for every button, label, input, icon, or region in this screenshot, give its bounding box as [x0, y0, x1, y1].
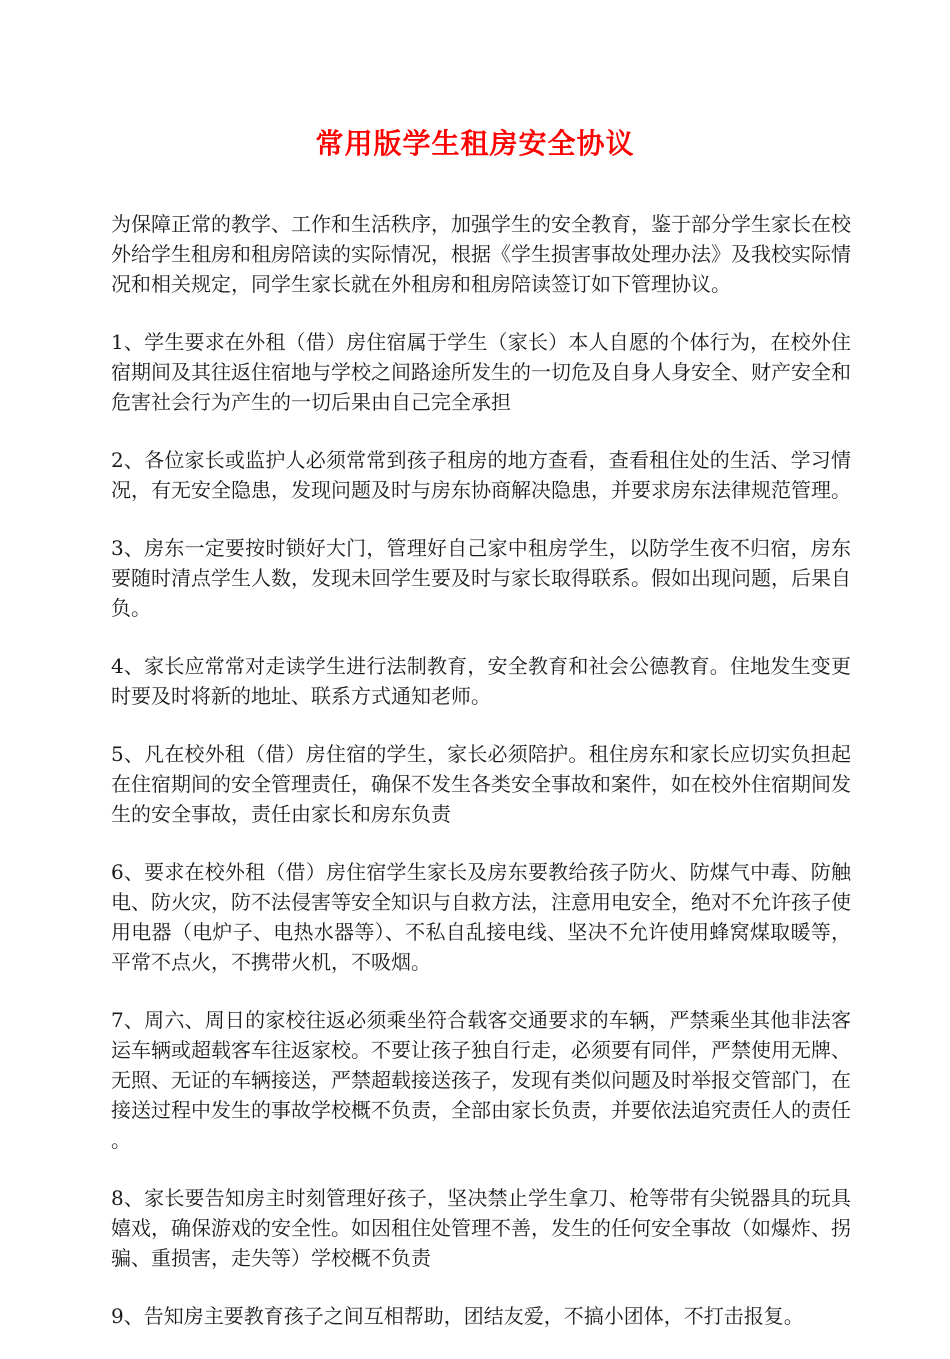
- clause-2: 2、各位家长或监护人必须常常到孩子租房的地方查看，查看租住处的生活、学习情况，有无安全隐患，发现问题及时与房东协商解决隐患，并要求房东法律规范管理。: [111, 448, 851, 502]
- clause-7: 7、周六、周日的家校往返必须乘坐符合载客交通要求的车辆，严禁乘坐其他非法客运车辆或超载客车往返家校。不要让孩子独自行走，必须要有同伴，严禁使用无牌、无照、无证的车辆接送，严禁超载接送孩子，发现有类似问题及时举报交管部门，在接送过程中发生的事故学校概不负责，全部由家长负责，并要依法追究责任人的责任。: [111, 1008, 851, 1152]
- document-body: [111, 209, 851, 1359]
- document-title: 常用版学生租房安全协议: [315, 127, 635, 160]
- intro-paragraph: 为保障正常的教学、工作和生活秩序，加强学生的安全教育，鉴于部分学生家长在校外给学生租房和租房陪读的实际情况，根据《学生损害事故处理办法》及我校实际情况和相关规定，同学生家长就在外租房和租房陪读签订如下管理协议。: [111, 212, 851, 296]
- clause-3: 3、房东一定要按时锁好大门，管理好自己家中租房学生，以防学生夜不归宿，房东要随时清点学生人数，发现未回学生要及时与家长取得联系。假如出现问题，后果自负。: [111, 536, 851, 620]
- clause-4: 4、家长应常常对走读学生进行法制教育，安全教育和社会公德教育。住地发生变更时要及时将新的地址、联系方式通知老师。: [111, 654, 851, 708]
- clause-6: 6、要求在校外租（借）房住宿学生家长及房东要教给孩子防火、防煤气中毒、防触电、防火灾，防不法侵害等安全知识与自救方法，注意用电安全，绝对不允许孩子使用电器（电炉子、电热水器等）、不私自乱接电线、坚决不允许使用蜂窝煤取暖等，平常不点火，不携带火机，不吸烟。: [111, 860, 851, 974]
- clause-1: 1、学生要求在外租（借）房住宿属于学生（家长）本人自愿的个体行为，在校外住宿期间及其往返住宿地与学校之间路途所发生的一切危及自身人身安全、财产安全和危害社会行为产生的一切后果由自己完全承担: [111, 330, 851, 414]
- clause-8: 8、家长要告知房主时刻管理好孩子，坚决禁止学生拿刀、枪等带有尖锐器具的玩具嬉戏，确保游戏的安全性。如因租住处管理不善，发生的任何安全事故（如爆炸、拐骗、重损害，走失等）学校概不负责: [111, 1186, 851, 1270]
- clause-9: 9、告知房主要教育孩子之间互相帮助，团结友爱，不搞小团体，不打击报复。: [111, 1304, 804, 1328]
- clause-5: 5、凡在校外租（借）房住宿的学生，家长必须陪护。租住房东和家长应切实负担起在住宿期间的安全管理责任，确保不发生各类安全事故和案件，如在校外住宿期间发生的安全事故，责任由家长和房东负责: [111, 742, 851, 826]
